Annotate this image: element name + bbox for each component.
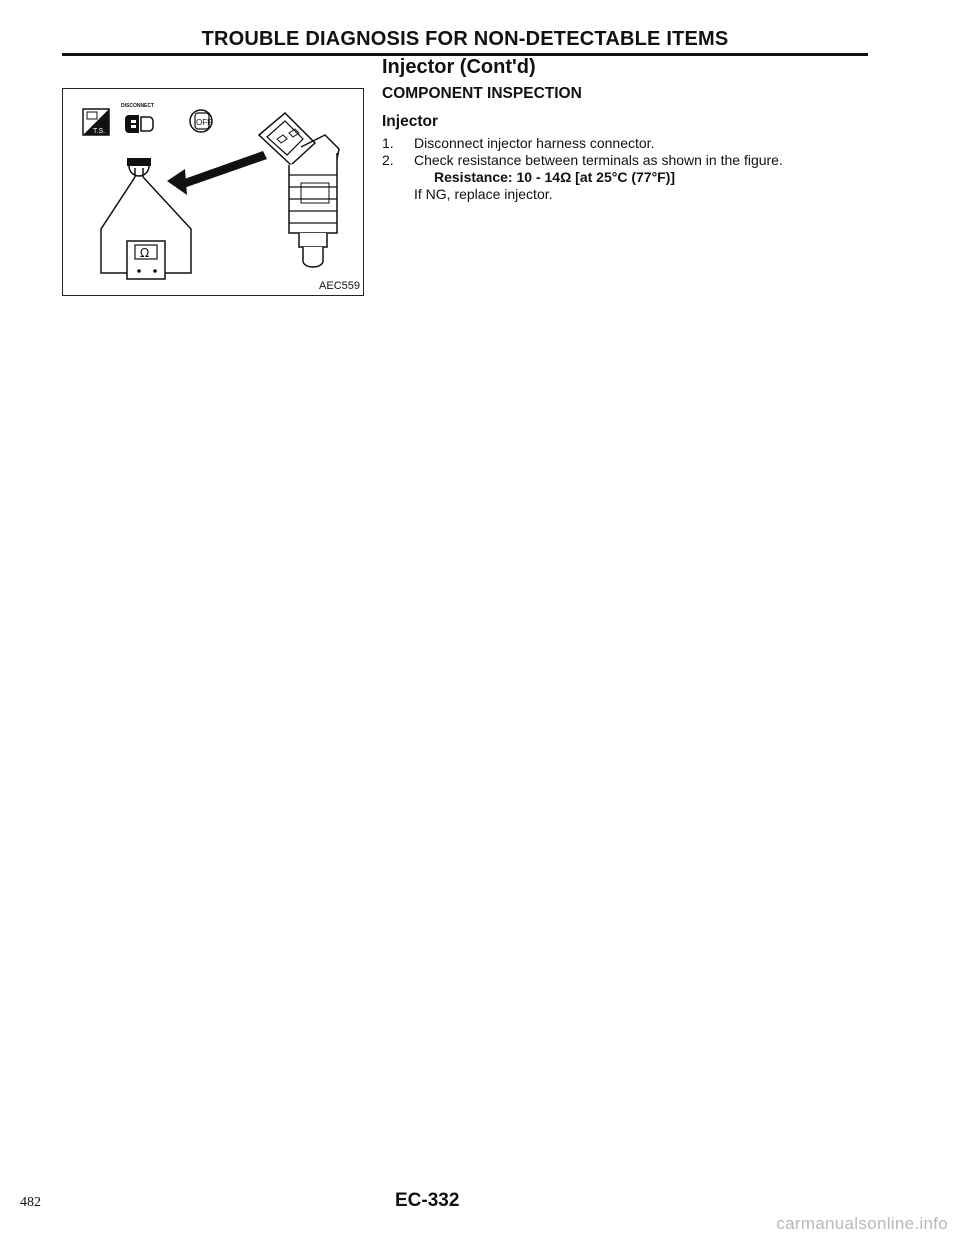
- step-text: Check resistance between terminals as shown in the figure.: [414, 152, 783, 168]
- subheading: Injector: [382, 113, 438, 130]
- step-text: Disconnect injector harness connector.: [414, 135, 655, 151]
- disconnect-connector-icon: [121, 103, 154, 133]
- disconnect-label: DISCONNECT: [121, 103, 155, 109]
- content-column: [382, 56, 902, 203]
- injector-illustration: [63, 89, 363, 295]
- harness-connector-icon: [127, 158, 151, 177]
- injector-icon: [259, 113, 339, 267]
- section-title: Injector (Cont'd): [382, 56, 536, 78]
- list-item: [382, 135, 902, 152]
- ohm-symbol: Ω: [140, 246, 150, 260]
- ts-label: T.S.: [93, 128, 106, 135]
- step-number: 1.: [382, 135, 394, 151]
- list-item: [382, 152, 902, 169]
- step-number: 2.: [382, 152, 394, 168]
- off-label: OFF: [196, 118, 212, 127]
- page-title: TROUBLE DIAGNOSIS FOR NON-DETECTABLE ITEMS: [201, 28, 729, 50]
- subsection-title: COMPONENT INSPECTION: [382, 85, 582, 102]
- injector-figure: [62, 88, 364, 296]
- watermark: carmanualsonline.info: [776, 1214, 948, 1233]
- figure-code: AEC559: [319, 280, 360, 292]
- ts-icon: [83, 109, 109, 135]
- ignition-off-icon: [190, 110, 212, 132]
- ohmmeter-icon: [127, 241, 165, 279]
- page-header: [62, 28, 868, 56]
- direction-arrow-icon: [167, 151, 267, 195]
- page-code: EC-332: [395, 1190, 460, 1211]
- step-list: [382, 135, 902, 169]
- ng-note: If NG, replace injector.: [414, 186, 553, 202]
- page-number: 482: [20, 1195, 41, 1210]
- resistance-spec: Resistance: 10 - 14Ω [at 25°C (77°F)]: [434, 169, 676, 185]
